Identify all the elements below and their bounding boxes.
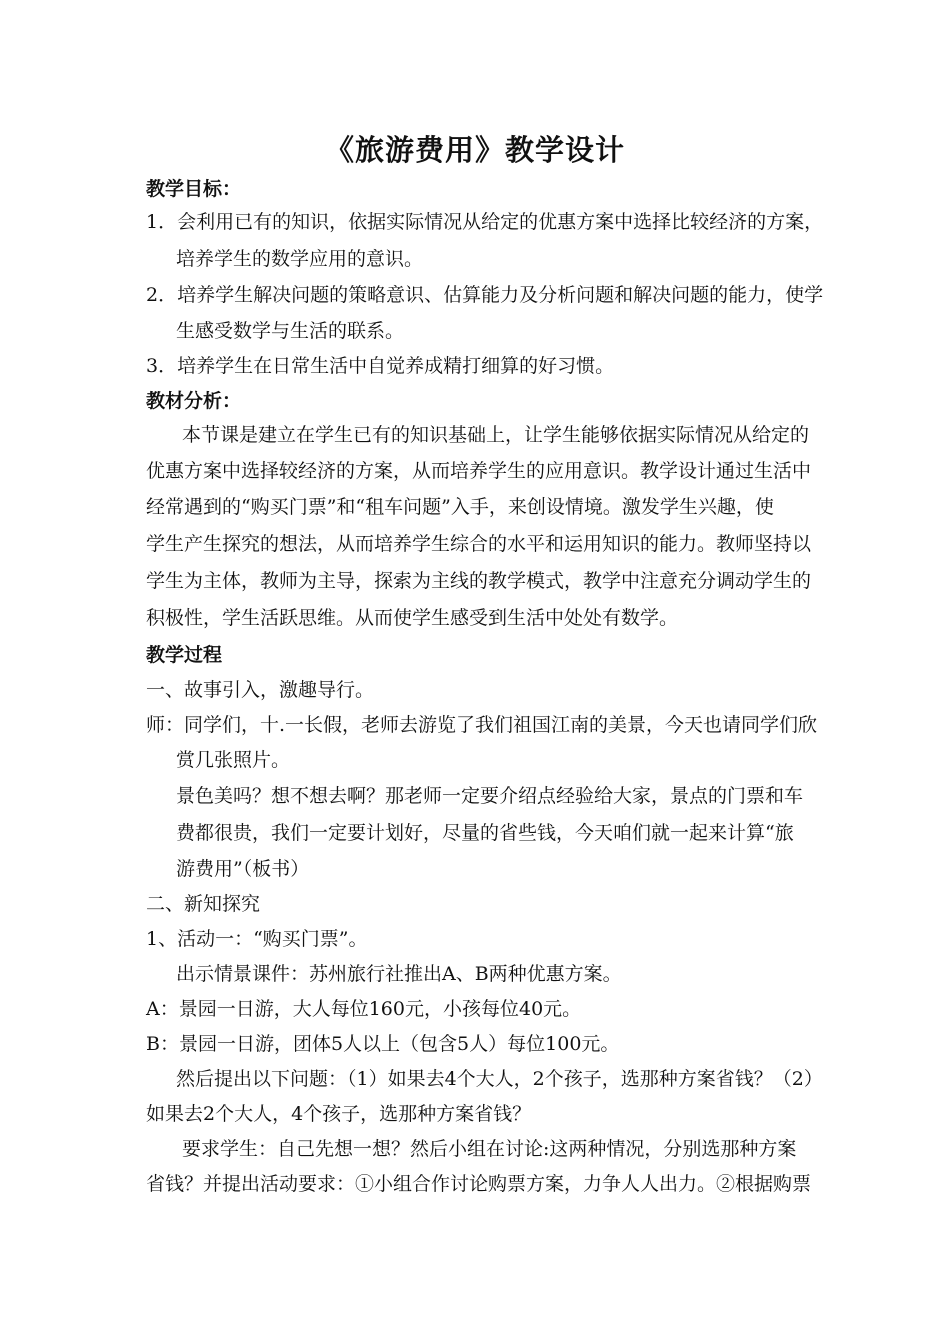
teacher-line-2: 赏几张照片。: [176, 749, 291, 771]
show-courseware: 出示情景课件：苏州旅行社推出A、B两种优惠方案。: [176, 963, 622, 985]
analysis-heading: 教材分析：: [146, 390, 242, 412]
analysis-line-1: 本节课是建立在学生已有的知识基础上，让学生能够依据实际情况从给定的: [182, 424, 810, 446]
analysis-line-4: 学生产生探究的想法，从而培养学生综合的水平和运用知识的能力。教师坚持以: [146, 533, 812, 555]
activity-1-heading: 1、活动一：“购买门票”。: [146, 928, 368, 950]
requirement-line-1: 要求学生：自己先想一想？然后小组在讨论:这两种情况，分别选那种方案: [182, 1138, 797, 1160]
teacher-line-1: 师：同学们，十.一长假，老师去游览了我们祖国江南的美景，今天也请同学们欣: [146, 714, 818, 736]
teacher-line-3: 景色美吗？想不想去啊？那老师一定要介绍点经验给大家，景点的门票和车: [176, 785, 804, 807]
plan-b: B：景园一日游，团体5人以上（包含5人）每位100元。: [146, 1033, 620, 1055]
goal-2-line-1: 2．培养学生解决问题的策略意识、估算能力及分析问题和解决问题的能力，使学: [146, 284, 824, 306]
process-heading: 教学过程: [146, 644, 223, 666]
plan-a: A：景园一日游，大人每位160元，小孩每位40元。: [146, 998, 582, 1020]
goal-2-line-2: 生感受数学与生活的联系。: [176, 320, 405, 342]
document-title: 《旅游费用》教学设计: [324, 133, 625, 167]
goal-3: 3．培养学生在日常生活中自觉养成精打细算的好习惯。: [146, 355, 615, 377]
goal-1-line-1: 1．会利用已有的知识，依据实际情况从给定的优惠方案中选择比较经济的方案，: [146, 211, 824, 233]
question-line-2: 如果去2个大人，4个孩子，选那种方案省钱？: [146, 1103, 532, 1125]
analysis-line-2: 优惠方案中选择较经济的方案，从而培养学生的应用意识。教学设计通过生活中: [146, 460, 812, 482]
analysis-line-6: 积极性，学生活跃思维。从而使学生感受到生活中处处有数学。: [146, 607, 679, 629]
analysis-line-5: 学生为主体，教师为主导，探索为主线的教学模式，教学中注意充分调动学生的: [146, 570, 812, 592]
section-2-heading: 二、新知探究: [146, 893, 261, 915]
analysis-line-3: 经常遇到的“购买门票”和“租车问题”入手，来创设情境。激发学生兴趣，使: [146, 496, 774, 518]
goals-heading: 教学目标：: [146, 178, 242, 200]
teacher-line-4: 费都很贵，我们一定要计划好，尽量的省些钱，今天咱们就一起来计算“旅: [176, 822, 794, 844]
section-1-heading: 一、故事引入，激趣导行。: [146, 679, 375, 701]
goal-1-line-2: 培养学生的数学应用的意识。: [176, 248, 424, 270]
teacher-line-5: 游费用”（板书）: [176, 858, 310, 880]
requirement-line-2: 省钱？并提出活动要求：①小组合作讨论购票方案，力争人人出力。②根据购票: [146, 1173, 812, 1195]
question-line-1: 然后提出以下问题：（1）如果去4个大人，2个孩子，选那种方案省钱？（2）: [176, 1068, 823, 1090]
